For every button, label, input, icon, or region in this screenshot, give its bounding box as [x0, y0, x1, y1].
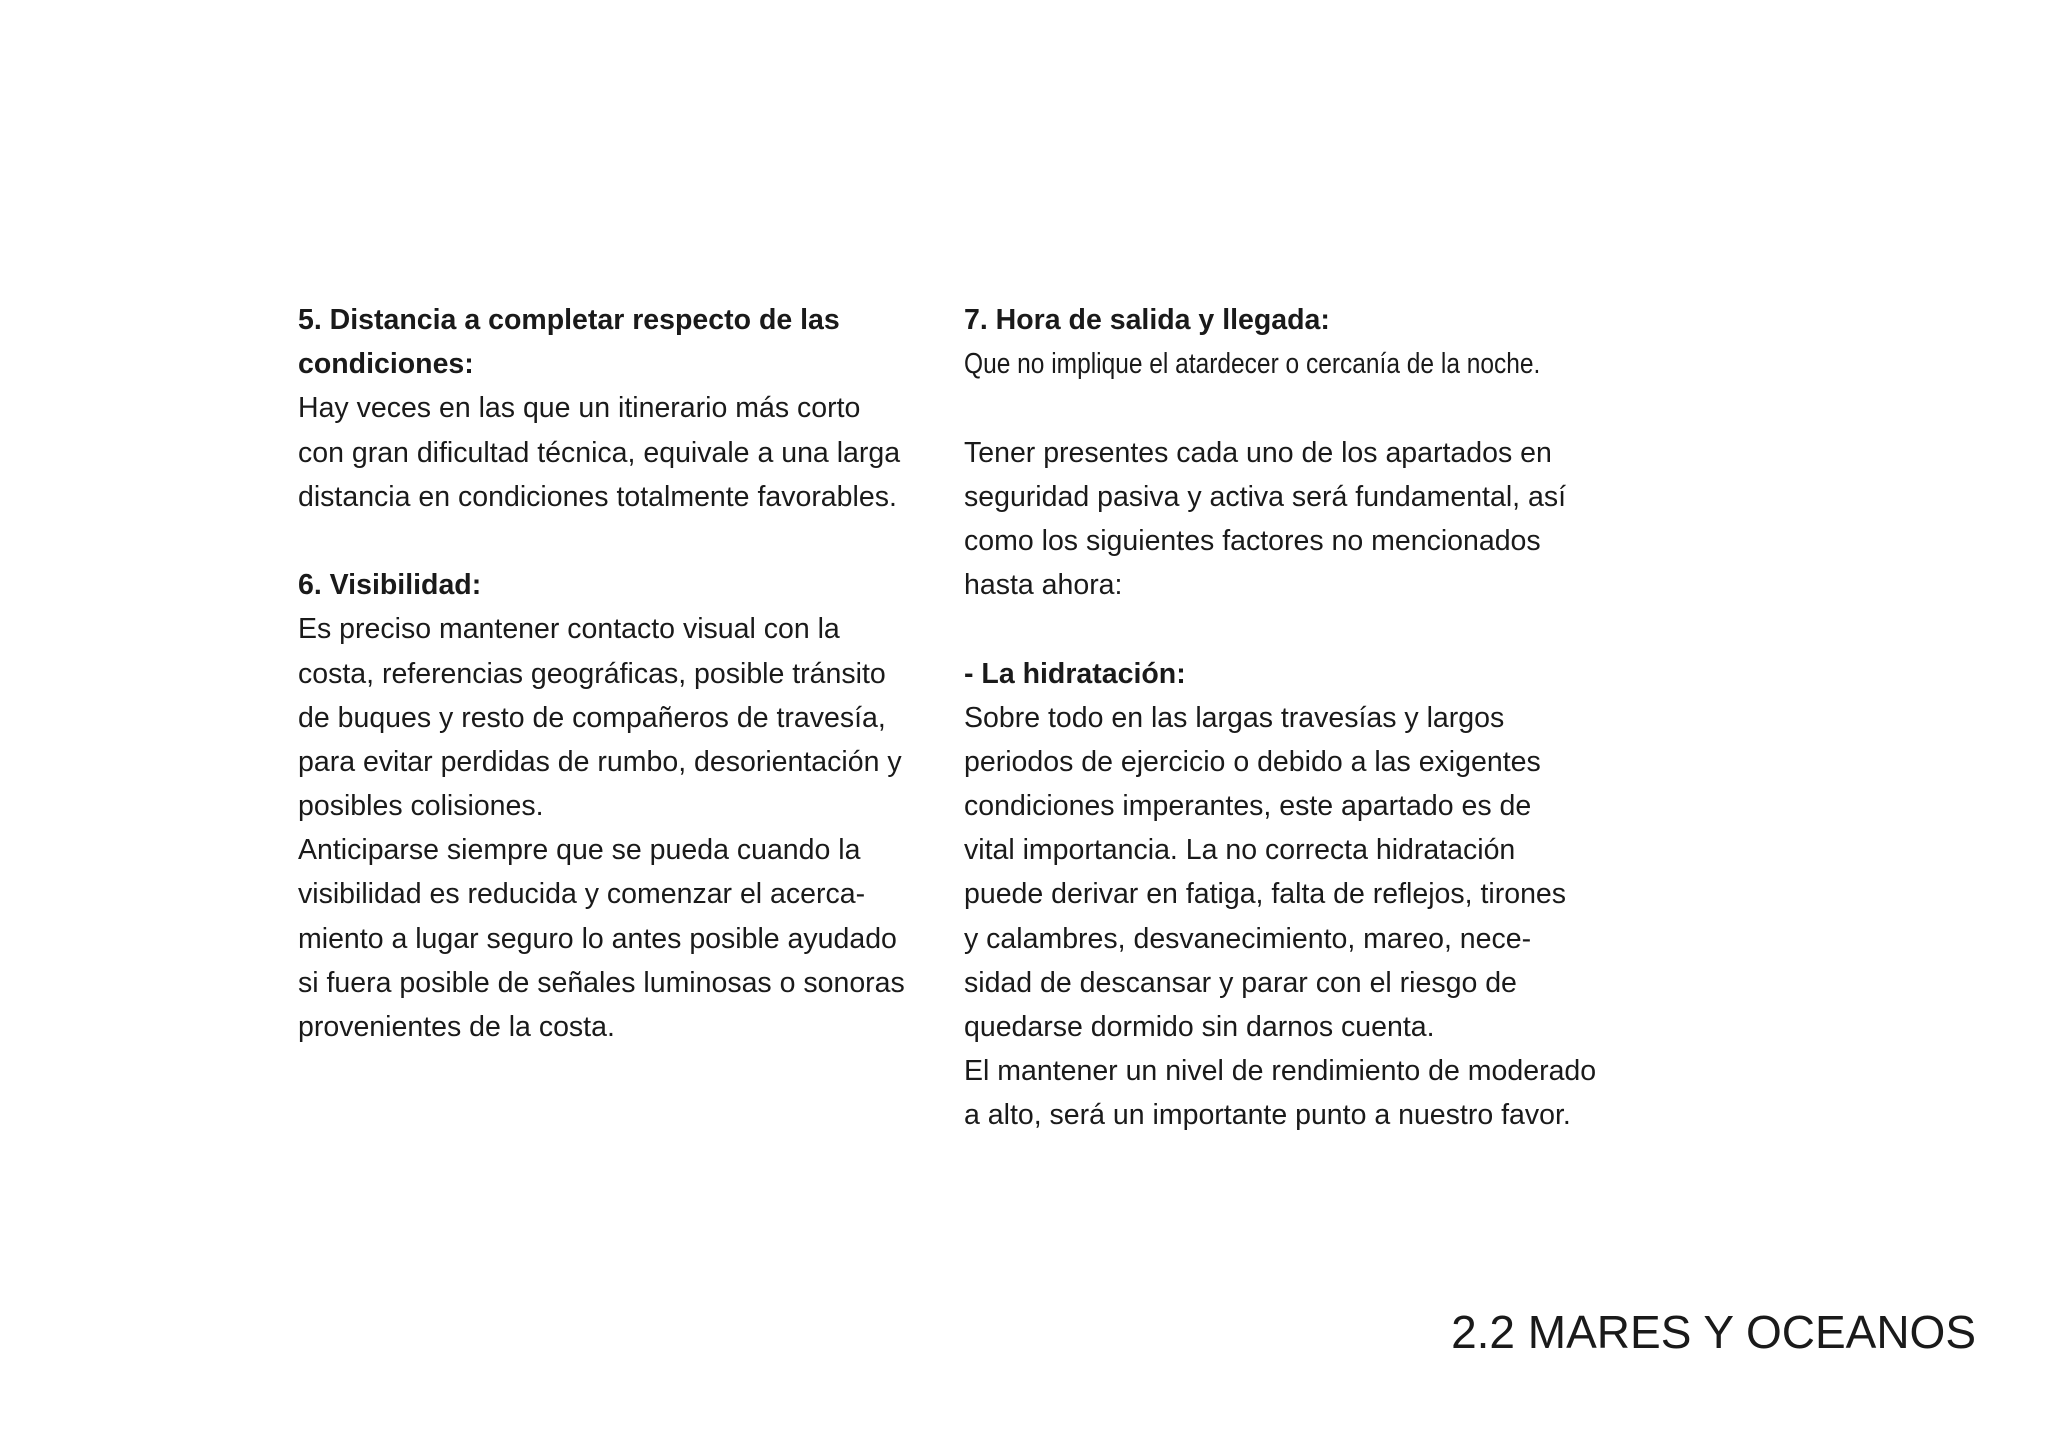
section-7-heading: 7. Hora de salida y llegada: — [964, 304, 1330, 336]
section-5-heading: condiciones: — [298, 348, 474, 381]
hydration-heading: - La hidratación: — [964, 657, 1186, 690]
intro-text: como los siguientes factores no mencionados — [964, 524, 1541, 557]
section-7-text: Que no implique el atardecer o cercanía de la noche. — [964, 348, 1541, 381]
section-5-text: Hay veces en las que un itinerario más corto — [298, 392, 861, 425]
spacer — [964, 607, 1604, 651]
hydration-text: sidad de descansar y parar con el riesgo de — [964, 966, 1517, 999]
hydration-text: Sobre todo en las largas travesías y largos — [964, 701, 1505, 734]
hydration-text: quedarse dormido sin darnos cuenta. — [964, 1011, 1435, 1043]
hydration-section — [964, 652, 1604, 1138]
hydration-text: condiciones imperantes, este apartado es de — [964, 790, 1532, 823]
intro-text: hasta ahora: — [964, 569, 1123, 602]
section-5 — [298, 298, 938, 519]
section-6-text: visibilidad es reducida y comenzar el acerca- — [298, 878, 866, 911]
section-6-text: de buques y resto de compañeros de travesía, — [298, 701, 886, 734]
section-6-text: provenientes de la costa. — [298, 1011, 615, 1043]
section-6-text: si fuera posible de señales luminosas o sonoras — [298, 966, 905, 999]
hydration-text: puede derivar en fatiga, falta de reflejos, tirones — [964, 878, 1567, 911]
section-7-text-line — [964, 342, 1604, 386]
hydration-text: y calambres, desvanecimiento, mareo, nece- — [964, 922, 1532, 955]
section-6-text: miento a lugar seguro lo antes posible ayudado — [298, 922, 897, 955]
intro-text: Tener presentes cada uno de los apartados en — [964, 436, 1552, 469]
section-title: 2.2 MARES Y OCEANOS — [1451, 1306, 1976, 1358]
intro-text: seguridad pasiva y activa será fundamental, así — [964, 480, 1567, 513]
section-6-text: posibles colisiones. — [298, 790, 544, 823]
spacer — [298, 519, 938, 563]
section-6-text: costa, referencias geográficas, posible tránsito — [298, 657, 886, 690]
intro-paragraph — [964, 431, 1604, 608]
section-7 — [964, 298, 1604, 386]
hydration-closing-text: a alto, será un importante punto a nuestro favor. — [964, 1099, 1571, 1132]
section-6-text: Es preciso mantener contacto visual con la — [298, 613, 840, 646]
section-6 — [298, 563, 938, 1049]
section-6-text: Anticiparse siempre que se pueda cuando la — [298, 834, 861, 867]
section-6-text: para evitar perdidas de rumbo, desorientación y — [298, 745, 902, 778]
hydration-text: vital importancia. La no correcta hidratación — [964, 834, 1516, 867]
section-6-heading: 6. Visibilidad: — [298, 569, 482, 602]
left-column — [298, 298, 938, 1049]
hydration-closing-text: El mantener un nivel de rendimiento de moderado — [964, 1055, 1597, 1088]
section-5-heading: 5. Distancia a completar respecto de las — [298, 304, 840, 336]
section-5-text: con gran dificultad técnica, equivale a una larga — [298, 436, 901, 469]
section-5-text: distancia en condiciones totalmente favorables. — [298, 480, 897, 513]
spacer — [964, 386, 1604, 430]
right-column — [964, 298, 1604, 1138]
hydration-text: periodos de ejercicio o debido a las exigentes — [964, 745, 1541, 778]
